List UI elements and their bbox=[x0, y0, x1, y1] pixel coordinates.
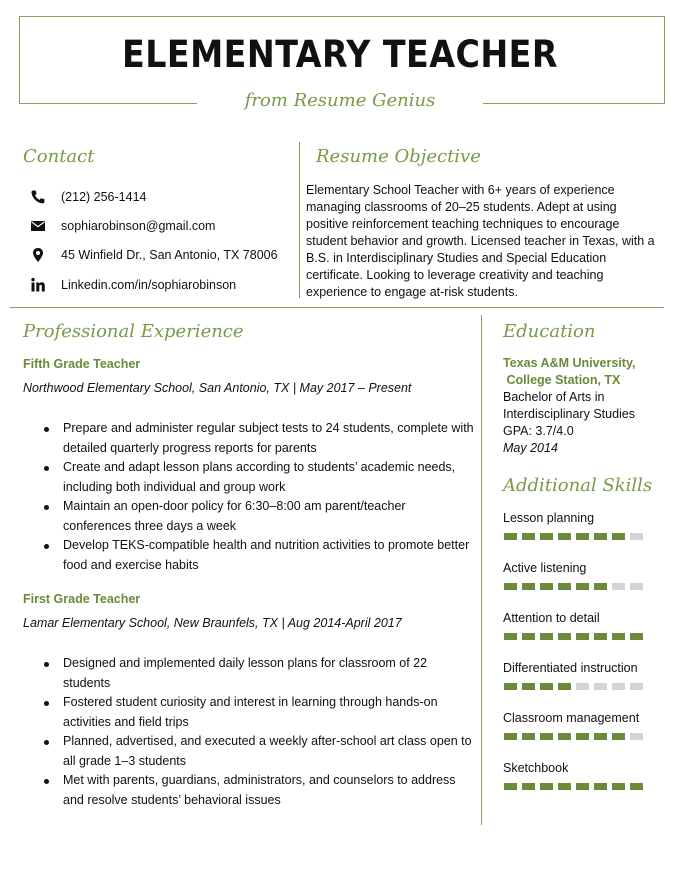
skill-segment-filled bbox=[594, 633, 607, 640]
skill-segment-filled bbox=[630, 633, 643, 640]
sidebar-divider bbox=[481, 315, 482, 825]
skill-segment-empty bbox=[594, 683, 607, 690]
contact-email-text: sophiarobinson@gmail.com bbox=[61, 219, 216, 233]
skill-label: Attention to detail bbox=[503, 611, 600, 625]
skill-label: Classroom management bbox=[503, 711, 640, 725]
skill-segment-empty bbox=[630, 683, 643, 690]
contact-address bbox=[30, 245, 278, 265]
skill-segment-filled bbox=[504, 533, 517, 540]
skill-segment-filled bbox=[558, 633, 571, 640]
skill-label: Lesson planning bbox=[503, 511, 595, 525]
job-meta-1: Northwood Elementary School, San Antonio, TX | May 2017 – Present bbox=[23, 381, 412, 395]
skill-segment-filled bbox=[612, 633, 625, 640]
list-item: Planned, advertised, and executed a weekly after-school art class open to all grade 1–3 students bbox=[44, 732, 474, 771]
contact-phone bbox=[30, 187, 146, 207]
resume-subtitle: from Resume Genius bbox=[244, 90, 436, 111]
list-item: Designed and implemented daily lesson plans for classroom of 22 students bbox=[44, 654, 474, 693]
skill-segment-filled bbox=[522, 683, 535, 690]
education-date: May 2014 bbox=[503, 441, 558, 455]
column-divider bbox=[299, 142, 300, 298]
skill-segment-filled bbox=[540, 583, 553, 590]
skill-label: Active listening bbox=[503, 561, 587, 575]
list-item: Create and adapt lesson plans according to students’ academic needs, including both individual and group work bbox=[44, 458, 474, 497]
skill-segment-filled bbox=[540, 783, 553, 790]
list-item: Maintain an open-door policy for 6:30–8:00 am parent/teacher conferences three days a week bbox=[44, 497, 474, 536]
phone-icon bbox=[30, 189, 46, 205]
education-degree-line2: Interdisciplinary Studies bbox=[503, 407, 636, 421]
education-block bbox=[503, 355, 668, 457]
skill-segment-filled bbox=[504, 683, 517, 690]
skill-segment-filled bbox=[558, 683, 571, 690]
skill-segment-empty bbox=[576, 683, 589, 690]
skill-segment-filled bbox=[612, 733, 625, 740]
education-school-line1: Texas A&M University, bbox=[503, 356, 636, 370]
skill-label: Sketchbook bbox=[503, 761, 569, 775]
list-item: Develop TEKS-compatible health and nutrition activities to promote better food and exercise habits bbox=[44, 536, 474, 575]
skill-segment-filled bbox=[504, 633, 517, 640]
job-title-2: First Grade Teacher bbox=[23, 592, 141, 606]
skill-bar bbox=[504, 533, 643, 540]
contact-linkedin-text: Linkedin.com/in/sophiarobinson bbox=[61, 278, 237, 292]
skill-segment-empty bbox=[630, 733, 643, 740]
skill-segment-empty bbox=[630, 583, 643, 590]
skill-segment-filled bbox=[504, 583, 517, 590]
skill-segment-filled bbox=[576, 733, 589, 740]
education-gpa: GPA: 3.7/4.0 bbox=[503, 424, 574, 438]
location-pin-icon bbox=[30, 247, 46, 263]
resume-name: ELEMENTARY TEACHER bbox=[122, 33, 558, 76]
skill-segment-empty bbox=[612, 683, 625, 690]
skill-bar bbox=[504, 583, 643, 590]
skill-bar bbox=[504, 683, 643, 690]
skill-segment-filled bbox=[522, 633, 535, 640]
experience-title: Professional Experience bbox=[23, 321, 244, 342]
skill-bar bbox=[504, 783, 643, 790]
list-item: Fostered student curiosity and interest in learning through hands-on activities and field trips bbox=[44, 693, 474, 732]
skill-segment-filled bbox=[594, 733, 607, 740]
objective-title: Resume Objective bbox=[316, 146, 481, 167]
skill-segment-filled bbox=[612, 533, 625, 540]
education-title: Education bbox=[503, 321, 596, 342]
skill-segment-filled bbox=[540, 633, 553, 640]
job-bullets-2 bbox=[44, 654, 474, 810]
skill-segment-filled bbox=[504, 733, 517, 740]
education-school-line2: College Station, TX bbox=[503, 373, 621, 387]
list-item: Met with parents, guardians, administrators, and counselors to address and resolve students’ behavioral issues bbox=[44, 771, 474, 810]
skill-segment-filled bbox=[522, 783, 535, 790]
skill-segment-filled bbox=[576, 633, 589, 640]
job-title-1: Fifth Grade Teacher bbox=[23, 357, 141, 371]
skill-bar bbox=[504, 733, 643, 740]
skill-segment-filled bbox=[522, 533, 535, 540]
skill-segment-filled bbox=[558, 783, 571, 790]
skill-segment-filled bbox=[522, 583, 535, 590]
contact-title: Contact bbox=[23, 146, 95, 167]
skill-segment-filled bbox=[576, 583, 589, 590]
skill-segment-filled bbox=[630, 783, 643, 790]
objective-text: Elementary School Teacher with 6+ years of experience managing classrooms of 20–25 students. Adept at using positive reinforcement teaching techniques to encourage student behavior and growth. Licensed teacher in Texas, with a B.S. in Interdisciplinary Studies and Special Education certificate. Looking to leverage creativity and teaching experience to engage at-risk students. bbox=[306, 183, 655, 299]
skill-segment-empty bbox=[612, 583, 625, 590]
contact-linkedin bbox=[30, 275, 236, 295]
skill-segment-filled bbox=[612, 783, 625, 790]
job-meta-2: Lamar Elementary School, New Braunfels, TX | Aug 2014-April 2017 bbox=[23, 616, 402, 630]
contact-address-text: 45 Winfield Dr., San Antonio, TX 78006 bbox=[61, 248, 278, 262]
contact-email bbox=[30, 216, 215, 236]
skill-segment-filled bbox=[558, 733, 571, 740]
envelope-icon bbox=[30, 218, 46, 234]
skill-segment-filled bbox=[540, 683, 553, 690]
job-bullets-1 bbox=[44, 419, 474, 575]
skill-segment-filled bbox=[540, 733, 553, 740]
education-degree-line1: Bachelor of Arts in bbox=[503, 390, 605, 404]
skill-label: Differentiated instruction bbox=[503, 661, 638, 675]
section-divider bbox=[10, 307, 664, 308]
skill-segment-filled bbox=[576, 783, 589, 790]
skill-segment-empty bbox=[630, 533, 643, 540]
contact-phone-text: (212) 256-1414 bbox=[61, 190, 147, 204]
skill-segment-filled bbox=[576, 533, 589, 540]
skill-segment-filled bbox=[594, 783, 607, 790]
skill-segment-filled bbox=[594, 533, 607, 540]
skill-segment-filled bbox=[594, 583, 607, 590]
skills-title: Additional Skills bbox=[503, 475, 653, 496]
skill-segment-filled bbox=[522, 733, 535, 740]
linkedin-icon bbox=[30, 277, 46, 293]
skill-segment-filled bbox=[558, 533, 571, 540]
skill-bar bbox=[504, 633, 643, 640]
list-item: Prepare and administer regular subject tests to 24 students, complete with detailed quarterly progress reports for parents bbox=[44, 419, 474, 458]
skill-segment-filled bbox=[504, 783, 517, 790]
skill-segment-filled bbox=[558, 583, 571, 590]
skill-segment-filled bbox=[540, 533, 553, 540]
